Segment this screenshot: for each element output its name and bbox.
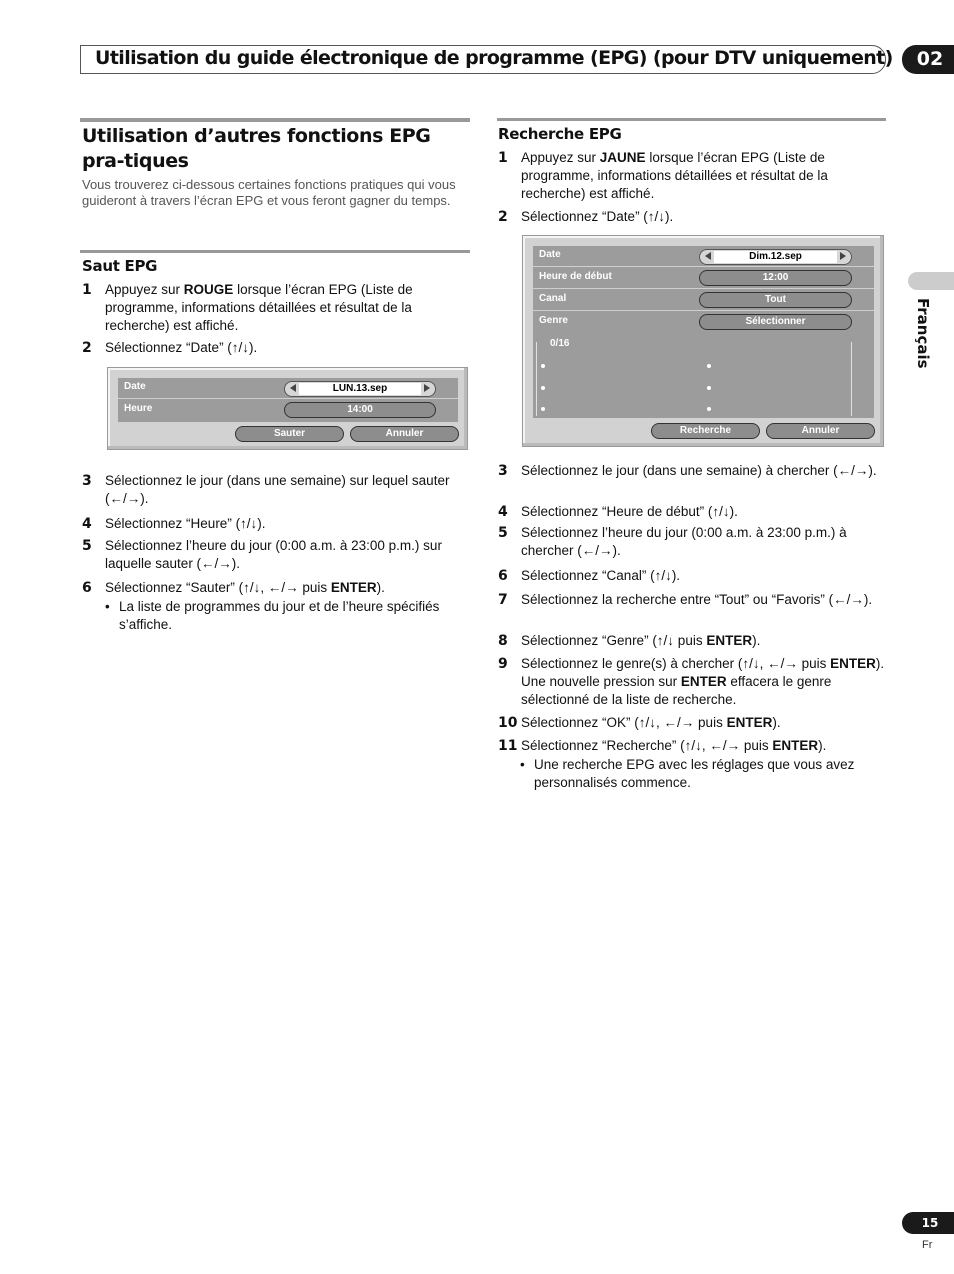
hour-value[interactable]: 14:00 [284,402,436,418]
recherche-step-1: 1 Appuyez sur JAUNE lorsque l’écran EPG (Liste de programme, informations détaillées et résultat de la recherche) est affiché. [498,150,828,201]
arrow-right-icon[interactable] [840,252,846,260]
recherche-bullet: • Une recherche EPG avec les réglages que vous avez personnalisés commence. [520,757,855,790]
channel-value[interactable]: Tout [699,292,852,308]
date-selector[interactable]: Dim.12.sep [699,249,852,265]
saut-step-1: 1 Appuyez sur ROUGE lorsque l’écran EPG (Liste de programme, informations détaillées et résultat de la recherche) est affiché. [82,282,413,333]
genre-list[interactable] [536,342,852,416]
recherche-step-11: 11 Sélectionnez “Recherche” (↑/↓, ←/→ puis ENTER). [498,738,827,754]
recherche-step-5: 5 Sélectionnez l’heure du jour (0:00 a.m. à 23:00 p.m.) à chercher (←/→). [498,525,847,558]
recherche-epg-screen [522,235,884,447]
recherche-step-9: 9 Sélectionnez le genre(s) à chercher (↑/↓, ←/→ puis ENTER). Une nouvelle pression sur ENTER effacera le genre sélectionné de la liste de recherche. [498,656,885,707]
genre-list-item[interactable] [707,407,711,411]
genre-value[interactable]: Sélectionner [699,314,852,330]
recherche-step-6: 6 Sélectionnez “Canal” (↑/↓). [498,568,681,584]
genre-counter: 0/16 [550,338,570,349]
recherche-step-10: 10 Sélectionnez “OK” (↑/↓, ←/→ puis ENTER). [498,715,781,731]
subsection-rule [497,118,886,121]
arrow-left-icon[interactable] [290,384,296,392]
saut-step-5: 5 Sélectionnez l’heure du jour (0:00 a.m. à 23:00 p.m.) sur laquelle sauter (←/→). [82,538,442,571]
start-time-row[interactable]: Heure de début 12:00 [533,268,874,289]
genre-list-item[interactable] [541,407,545,411]
subsection-heading-saut: Saut EPG [82,257,158,275]
saut-epg-panel [118,378,458,422]
cancel-button[interactable]: Annuler [350,426,459,442]
page-number: 15 [902,1212,954,1234]
arrow-left-icon[interactable] [705,252,711,260]
genre-row[interactable]: Genre Sélectionner [533,312,874,333]
skip-button[interactable]: Sauter [235,426,344,442]
subsection-rule [80,250,470,253]
chapter-badge: 02 [902,45,954,74]
page-title: Utilisation du guide électronique de programme (EPG) (pour DTV uniquement) [95,47,893,69]
genre-list-item[interactable] [541,364,545,368]
recherche-epg-panel [533,246,874,418]
saut-epg-screen [107,367,468,450]
language-tab [908,272,954,290]
date-selector[interactable]: LUN.13.sep [284,381,436,397]
date-row[interactable]: Date LUN.13.sep [118,378,458,399]
recherche-step-8: 8 Sélectionnez “Genre” (↑/↓ puis ENTER). [498,633,761,649]
language-label: Français [914,298,932,369]
header-bar [80,45,893,74]
section-title: Utilisation d’autres fonctions EPG pra-tiques [82,125,431,172]
genre-list-item[interactable] [707,364,711,368]
hour-row[interactable]: Heure 14:00 [118,400,458,421]
cancel-button[interactable]: Annuler [766,423,875,439]
recherche-step-7: 7 Sélectionnez la recherche entre “Tout” ou “Favoris” (←/→). [498,592,873,608]
page-language: Fr [922,1239,933,1251]
channel-row[interactable]: Canal Tout [533,290,874,311]
saut-step-2: 2 Sélectionnez “Date” (↑/↓). [82,340,258,356]
recherche-step-3: 3 Sélectionnez le jour (dans une semaine) à chercher (←/→). [498,463,877,479]
recherche-step-4: 4 Sélectionnez “Heure de début” (↑/↓). [498,504,738,520]
date-row[interactable]: Date Dim.12.sep [533,246,874,267]
subsection-heading-recherche: Recherche EPG [498,125,622,143]
saut-step-4: 4 Sélectionnez “Heure” (↑/↓). [82,516,266,532]
saut-step-6: 6 Sélectionnez “Sauter” (↑/↓, ←/→ puis ENTER). [82,580,385,596]
genre-list-item[interactable] [541,386,545,390]
search-button[interactable]: Recherche [651,423,760,439]
genre-list-item[interactable] [707,386,711,390]
recherche-step-2: 2 Sélectionnez “Date” (↑/↓). [498,209,674,225]
saut-step-3: 3 Sélectionnez le jour (dans une semaine) sur lequel sauter (←/→). [82,473,450,506]
section-intro: Vous trouverez ci-dessous certaines fonctions pratiques qui vous guideront à travers l’écran EPG et vous feront gagner du temps. [82,177,456,208]
saut-bullet: • La liste de programmes du jour et de l’heure spécifiés s’affiche. [105,599,440,632]
start-time-value[interactable]: 12:00 [699,270,852,286]
arrow-right-icon[interactable] [424,384,430,392]
section-rule [80,118,470,122]
